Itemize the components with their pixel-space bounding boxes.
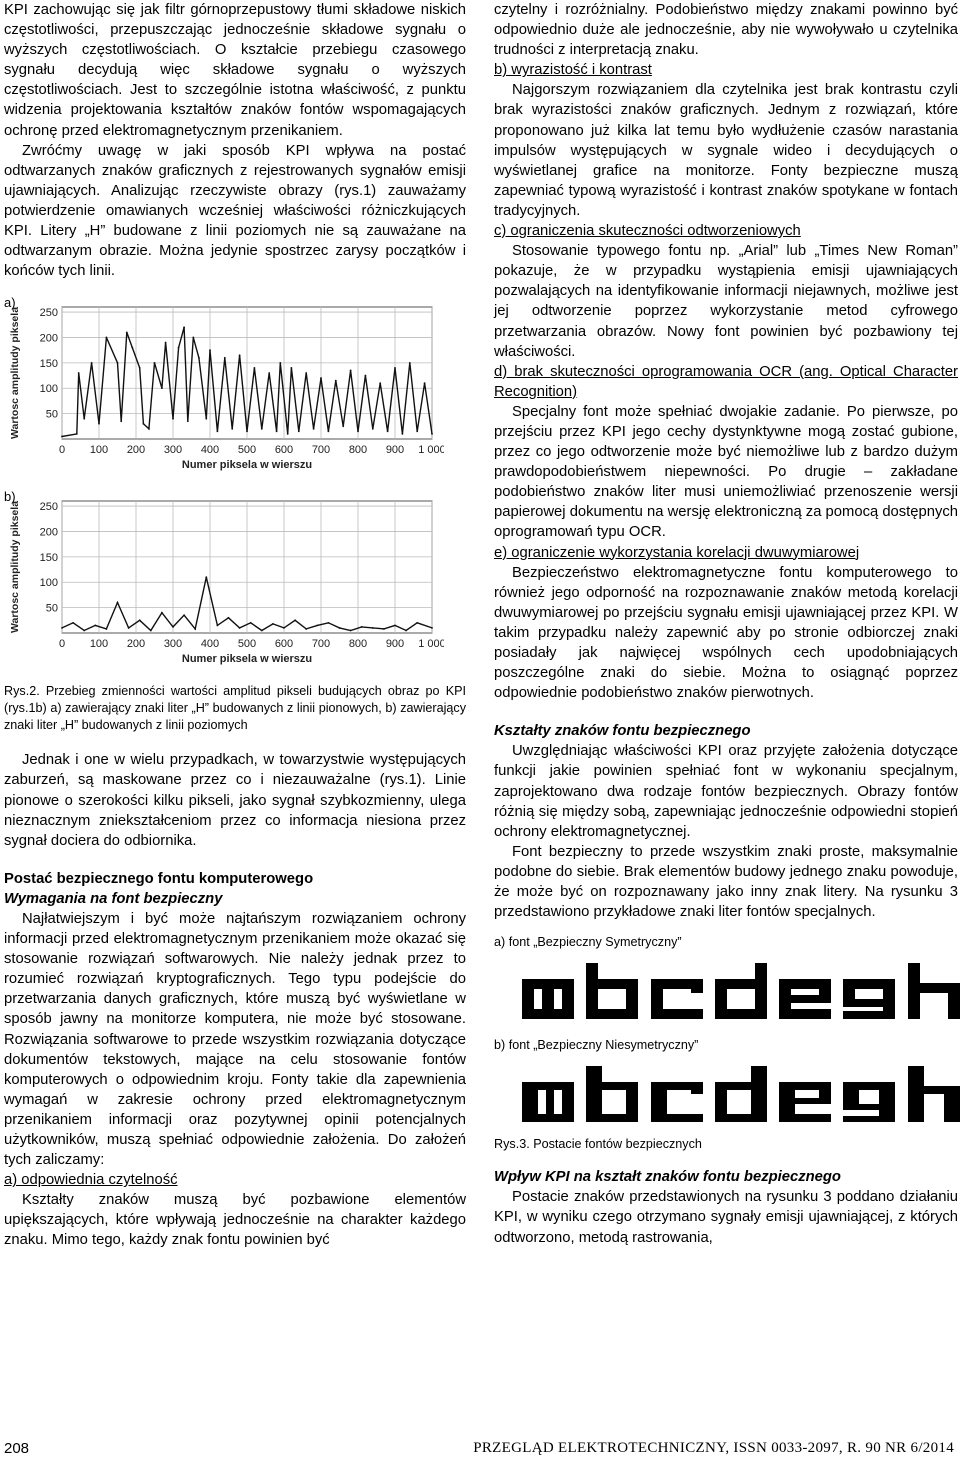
font-b-label: b) font „Bezpieczny Niesymetryczny” [494,1038,699,1053]
data-point [298,431,300,433]
y-tick-label: 250 [39,501,58,514]
data-point [178,347,180,349]
data-point [150,630,152,632]
figure-2a-label: a) [4,295,16,311]
left-paragraph-4: Najłatwiejszym i być może najtańszym rozwiązaniem ochrony informacji przed elektromagnetycznym przenikaniem może okazać się stosowanie rozwiązań softwarowych. Nie należy jednak przez to rozumieć rozwiązań kryptograficznych. Tego typu podejście do przetwarzania danych graficznych, które muszą być wyświetlane w sposób jawny na monitorze komputera, nie może być stosowane. Rozwiązania softwarowe to przede wszystkim rozwiązania dotyczące dokumentów tekstowych, mające na celu stosowanie fontów komputerowych o odpowiednim kroju. Fonty takie dla zapewnienia wymagań w zakresie ochrony przed elektromagnetycznym przenikaniem informacji oraz pozytywnej opinii potencjalnych użytkowników, muszą spełniać odpowiednie założenia. Do założeń tych zaliczamy: [4,910,466,1169]
glyph-g [843,963,893,1019]
data-point [161,612,163,614]
glyph-c [651,963,701,1019]
left-paragraph-1: KPI zachowując się jak filtr górnoprzepustowy tłumi składowe niskich częstotliwości, przepuszczając jednocześnie składowe sygnału o wyższych częstotliwościach. O kształcie przebiegu czasowego sygnału decydują więc składowe sygnału o wyższych częstotliwościach. Jest to szczególnie istotna właściwość, z punktu widzenia projektowania kształtów znaków fontów wspomagających ochronę przed elektromagnetycznym przenikaniem. [4,2,466,139]
x-tick-label: 100 [89,444,109,457]
data-point [231,428,233,430]
data-point [350,370,352,372]
data-point [316,625,318,627]
data-point [217,431,219,433]
data-point [394,625,396,627]
data-point [154,362,156,364]
left-paragraph-5: Kształty znaków muszą być pozbawione elementów upiększających, które wpływają jednocześnie na charakter każdego znaku. Mimo tego, każdy znak fontu powinien być [4,1192,466,1249]
right-paragraph-4: Specjalny font może spełniać dwojakie zadanie. Po pierwsze, po przejściu przez KPI jego cechy dystynktywne mogą zostać gubione, przez co jego odtworzenie może być niemożliwe lub z bardzo dużym prawdopodobieństwem niepewności. Po drugie – zakładane podobieństwo znaków liter musi uniemożliwiać przenoszenie wersji papierowej dokumentu na wersję elektroniczną za pomocą dostępnych oprogramowań typu OCR. [494,403,958,541]
data-point [91,362,93,364]
glyph-stroke [819,979,831,1003]
data-point [98,423,100,425]
data-point [383,628,385,630]
journal-footer: PRZEGLĄD ELEKTROTECHNICZNY, ISSN 0033-2097, R. 90 NR 6/2014 [473,1440,954,1456]
right-paragraph-8: Postacie znaków przedstawionych na rysunku 3 poddano działaniu KPI, w wyniku czego otrzymano sygnały emisji ujawniającej, z których odtworzono, metodą rastrowania, [494,1189,958,1246]
data-point [239,627,241,629]
data-point [187,421,189,423]
requirement-a: a) odpowiednia czytelność [4,1172,178,1189]
glyph-e [779,1066,829,1122]
glyph-stroke [651,1009,703,1019]
data-point [431,433,433,435]
section-heading-secure-font: Postać bezpiecznego fontu komputerowego [4,870,314,887]
glyph-e [779,963,829,1019]
data-point [183,327,185,329]
data-point [61,627,63,629]
data-point [250,622,252,624]
x-tick-label: 400 [200,638,220,651]
data-point [287,433,289,435]
data-point [128,627,130,629]
right-paragraph-7: Font bezpieczny to przede wszystkim znaki proste, maksymalnie podobne do siebie. Brak elementów budowy jednego znaku powoduje, że może być on rozpoznawany jako inny znak litery. Na rysunku 3 przedstawiono przykładowe znaki liter fontów specjalnych. [494,843,958,921]
data-point [305,372,307,374]
glyph-stroke [522,1114,574,1122]
y-tick-label: 150 [39,358,58,371]
right-paragraph-3: Stosowanie typowego fontu np. „Arial” lub „Times New Roman” pokazuje, że w przypadku wystąpienia emisji ujawniających pozwalających na identyfikowanie informacji niejawnych, możliwe jest jej odtworzenie poprzez wykorzystanie metod cyfrowego przetwarzania obrazów. Nowy font powinien być pozbawiony tej właściwości. [494,243,958,360]
data-point [261,630,263,632]
x-tick-label: 900 [385,444,405,457]
y-tick-label: 100 [39,383,58,396]
x-axis-label: Numer piksela w wierszu [181,459,313,472]
data-point [365,375,367,377]
glyph-stroke [948,983,960,1019]
data-point [148,428,150,430]
data-point [94,625,96,627]
data-point [372,627,374,629]
figure-2-caption: Rys.2. Przebieg zmienności wartości amplitud pikseli budujących obraz po KPI (rys.1b) a) zawierający znaki liter „H” budowanych z linii pionowych, b) zawierający znaki liter „H” budowanych z linii poziomych [4,684,466,733]
x-axis-label: Numer piksela w wierszu [181,653,313,666]
y-axis-label: Wartosc amplitudy piksela [9,501,21,634]
data-point [139,367,141,369]
x-tick-label: 700 [311,638,331,651]
glyph-stroke [715,1114,767,1122]
y-tick-label: 150 [39,552,58,565]
figure-2b [4,487,444,677]
glyph-stroke [843,1116,895,1122]
glyph-stroke [908,1066,924,1122]
data-point [72,622,74,624]
data-point [246,431,248,433]
data-point [405,630,407,632]
right-column [494,0,958,1248]
glyph-c [651,1066,701,1122]
glyph-d [715,1066,765,1122]
left-paragraph-3: Jednak i one w wielu przypadkach, w towarzystwie występujących zaburzeń, są maskowane przez co i niezauważalne (rys.1). Linie pionowe o szerokości kilku pikseli, jako sygnał szybkozmienny, ulega nieznacznym zniekształceniom przez co informacja niesiona przez sygnał dociera do odbiornika. [4,752,466,849]
data-point [165,342,167,344]
data-point [261,428,263,430]
data-point [416,622,418,624]
data-point [416,431,418,433]
left-paragraph-2: Zwróćmy uwagę w jaki sposób KPI wpływa na postać odtwarzanych znaków graficznych z rejestrowanych sygnałów emisji ujawniających. Analizując rzeczywiste obrazy (rys.1) zauważamy potwierdzenie omawianych wcześniej właściwości różniczkujących KPI. Litery „H” budowane z linii poziomych nie są zauważane na odtwarzanym obrazie. Można jedynie spostrzec zarysy początków i końców tych linii. [4,142,466,280]
data-point [268,372,270,374]
section-heading-shapes: Kształty znaków fontu bezpiecznego [494,723,751,740]
data-point [361,626,363,628]
glyph-stroke [546,1090,554,1114]
figure-3-caption: Rys.3. Postacie fontów bezpiecznych [494,1137,702,1152]
glyph-stroke [944,1086,960,1122]
data-point [313,428,315,430]
data-point [272,623,274,625]
x-tick-label: 1 000 [418,638,444,651]
data-point [172,418,174,420]
glyph-stroke [715,1009,767,1019]
y-tick-label: 200 [39,526,58,539]
data-point [198,357,200,359]
glyph-stroke [779,1114,831,1122]
figure-2a [4,293,444,483]
data-point [431,627,433,629]
data-point [379,383,381,385]
data-point [106,628,108,630]
x-tick-label: 800 [348,444,368,457]
glyph-a [522,1066,572,1122]
data-point [209,350,211,352]
glyph-stroke [819,1082,831,1104]
data-point [228,617,230,619]
data-point [76,433,78,435]
glyph-stroke [843,1011,895,1019]
data-point [254,367,256,369]
x-tick-label: 600 [274,444,294,457]
data-point [106,337,108,339]
x-tick-label: 900 [385,638,405,651]
chart-a [4,293,444,483]
glyph-g [843,1066,893,1122]
data-point [224,357,226,359]
font-a-label: a) font „Bezpieczny Symetryczny” [494,935,682,950]
data-point [357,431,359,433]
data-point [194,628,196,630]
glyph-h [908,963,958,1019]
glyph-stroke [843,1104,895,1110]
data-point [320,377,322,379]
data-point [120,421,122,423]
data-point [161,388,163,390]
data-point [291,367,293,369]
data-point [78,372,80,374]
requirement-b: b) wyrazistość i kontrast [494,62,652,79]
x-tick-label: 0 [58,638,66,651]
data-point [61,436,63,438]
data-point [372,428,374,430]
glyph-stroke [542,989,554,1009]
data-point [283,627,285,629]
data-point [205,577,207,579]
data-point [217,625,219,627]
data-point [117,602,119,604]
glyph-stroke [691,1082,703,1094]
page-number: 208 [4,1440,30,1457]
data-point [131,347,133,349]
data-point [294,620,296,622]
data-point [328,431,330,433]
data-point [387,431,389,433]
data-point [424,383,426,385]
data-point [83,630,85,632]
data-point [276,431,278,433]
glyph-stroke [691,979,703,993]
data-point [394,367,396,369]
data-point [335,380,337,382]
data-point [305,628,307,630]
left-column [4,0,466,1251]
data-point [409,362,411,364]
glyph-h [908,1066,958,1122]
glyph-b [586,1066,636,1122]
data-point [183,615,185,617]
font-sample-asymmetric [522,1062,958,1122]
requirement-d: d) brak skuteczności oprogramowania OCR (ang. Optical Character Recognition) [494,363,958,400]
data-point [350,630,352,632]
font-sample-symmetric [522,959,958,1019]
x-tick-label: 700 [311,444,331,457]
y-tick-label: 50 [45,602,58,615]
x-tick-label: 100 [89,638,109,651]
data-point [328,622,330,624]
data-point [339,627,341,629]
y-axis-label: Wartosc amplitudy piksela [9,307,21,440]
data-point [172,626,174,628]
data-point [192,337,194,339]
y-tick-label: 100 [39,577,58,590]
x-tick-label: 0 [58,444,66,457]
right-paragraph-1: czytelny i rozróżnialny. Podobieństwo między znakami powinno być odpowiednio duże ale jednocześnie, aby nie wywoływało u czytelnika trudności z interpretacją znaku. [494,2,958,59]
x-tick-label: 300 [163,444,183,457]
figure-2b-label: b) [4,489,16,505]
x-tick-label: 500 [237,638,257,651]
y-tick-label: 200 [39,332,58,345]
y-tick-label: 50 [45,408,58,421]
x-tick-label: 1 000 [418,444,444,457]
requirement-c: c) ograniczenia skuteczności odtworzeniowych [494,223,801,240]
data-point [139,620,141,622]
subsection-heading-requirements: Wymagania na font bezpieczny [4,890,223,907]
glyph-b [586,963,636,1019]
data-point [83,418,85,420]
section-heading-kpi-influence: Wpływ KPI na kształt znaków fontu bezpiecznego [494,1169,841,1186]
x-tick-label: 800 [348,638,368,651]
data-point [279,362,281,364]
glyph-stroke [522,1009,574,1019]
data-point [402,433,404,435]
x-tick-label: 600 [274,638,294,651]
data-point [342,426,344,428]
x-tick-label: 200 [126,638,146,651]
y-tick-label: 250 [39,307,58,320]
glyph-stroke [651,1114,703,1122]
x-tick-label: 200 [126,444,146,457]
glyph-d [715,963,765,1019]
glyph-stroke [586,1009,638,1019]
right-paragraph-6: Uwzględniając właściwości KPI oraz przyjęte założenia dotyczące funkcji jakie powinien spełniać font w wykonaniu specjalnym, zaprojektowano dwa rodzaje fontów bezpiecznych. Obrazy fontów różnią się między sobą, zapewniając jednocześnie odpowiedni stopień ochrony elektromagnetycznej. [494,743,958,840]
x-tick-label: 300 [163,638,183,651]
requirement-e: e) ograniczenie wykorzystania korelacji dwuwymiarowej [494,544,860,561]
x-tick-label: 400 [200,444,220,457]
chart-b [4,487,444,677]
x-tick-label: 500 [237,444,257,457]
right-paragraph-5: Bezpieczeństwo elektromagnetyczne fontu komputerowego to również jego odporność na rozpoznawanie znaków metodą korelacji dwuwymiarowej po przejściu sygnału emisji ujawniającej przez KPI. W takim przypadku należy zapewnić aby po stronie odbiorczej znaki posiadały jak najwięcej wspólnych cech upodobniających poszczególne znaki do siebie. Można to osiągnąć poprzez odpowiednie podobieństwo znaków pierwotnych. [494,564,958,702]
glyph-stroke [586,1114,638,1122]
right-paragraph-2: Najgorszym rozwiązaniem dla czytelnika jest brak kontrastu czyli brak wyrazistości znaków graficznych. Jednym z rozwiązań, które proponowano już kilka lat temu było wydłużenie czasów narastania impulsów występujących w sygnale wideo i decydujących o wyświetlanej grafice na monitorze. Fonty bezpieczne muszą zapewniać typową wyrazistość i kontrast znaków spotykane w fontach tradycyjnych. [494,82,958,219]
glyph-a [522,963,572,1019]
data-point [126,332,128,334]
glyph-stroke [843,999,895,1007]
data-point [239,355,241,357]
data-point [205,418,207,420]
data-point [143,423,145,425]
data-point [117,362,119,364]
glyph-stroke [779,1009,831,1019]
